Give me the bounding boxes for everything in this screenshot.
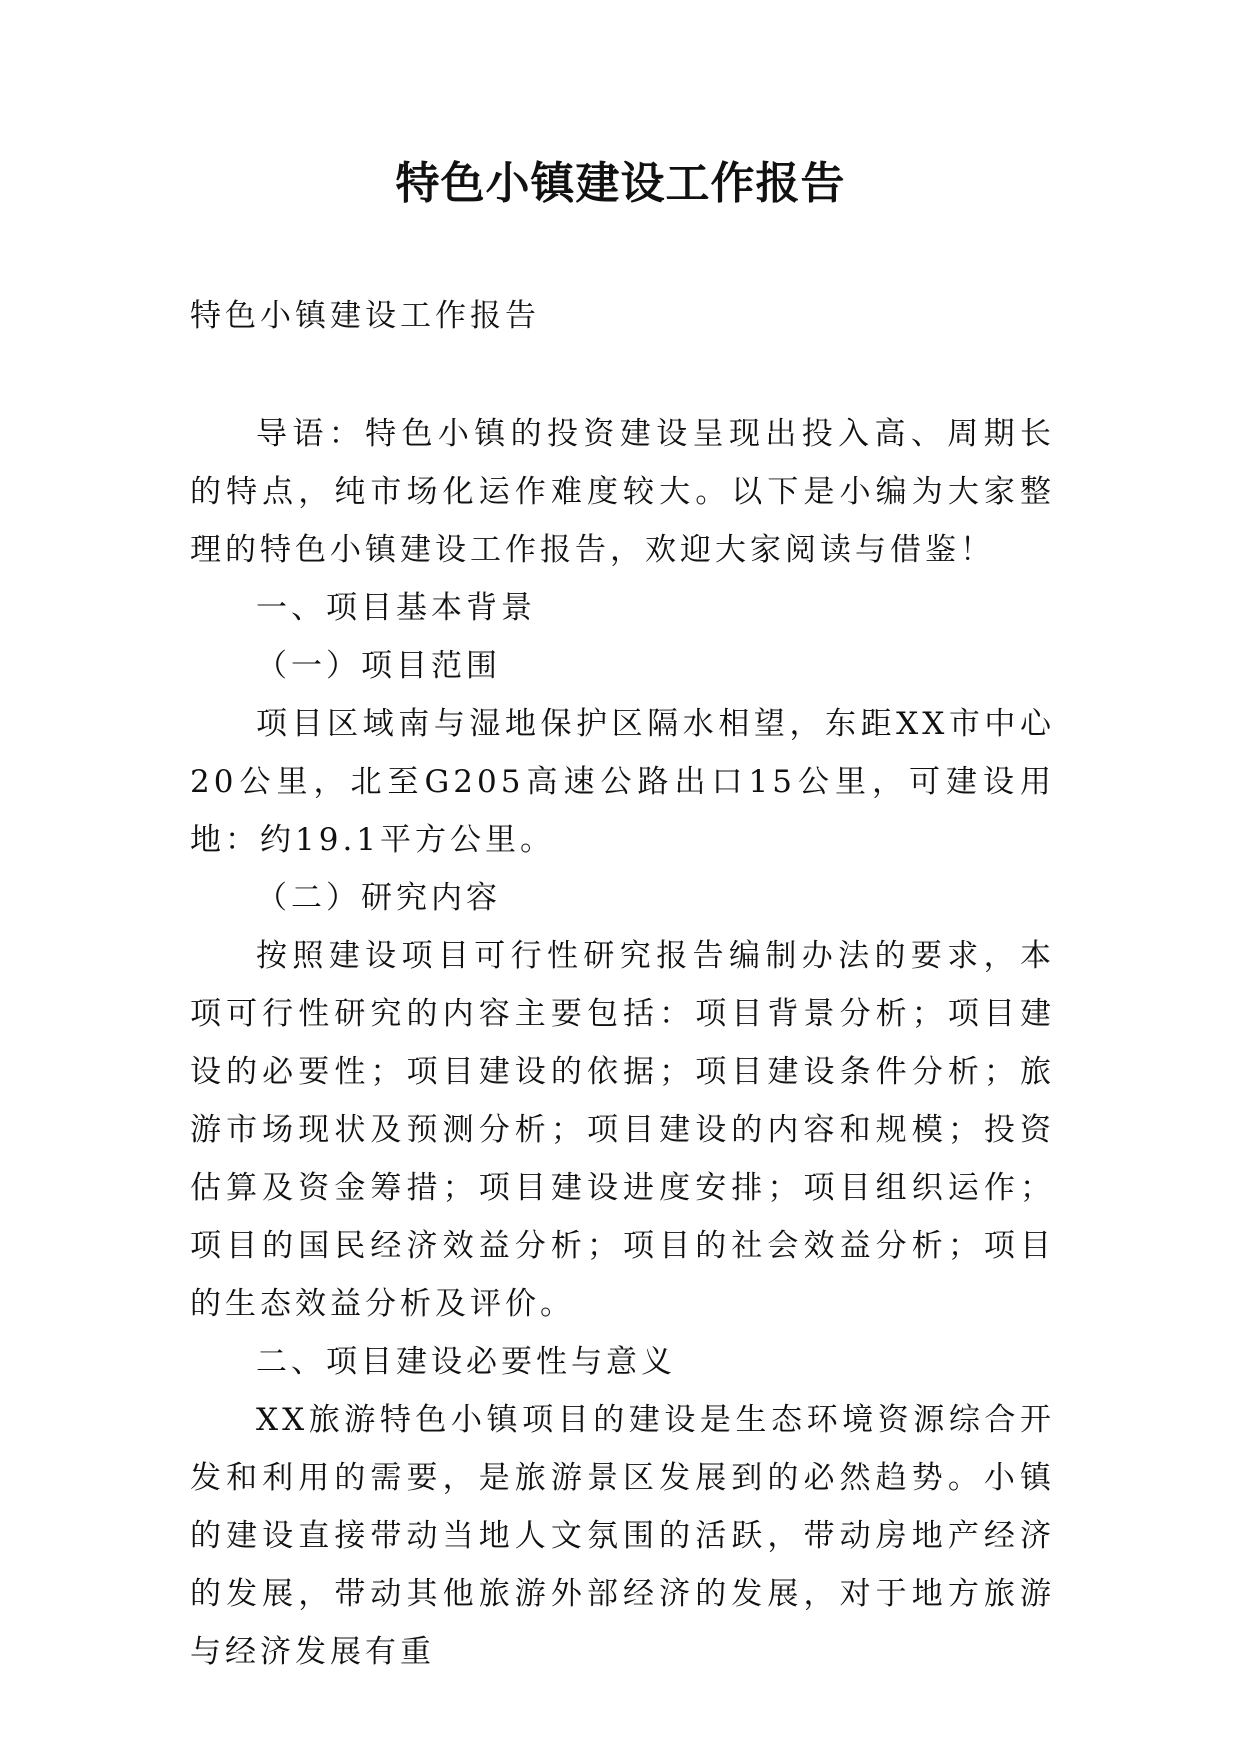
- document-title: 特色小镇建设工作报告: [395, 158, 846, 209]
- subsection-heading-2: （二）研究内容: [256, 880, 501, 916]
- section-heading-1: 一、项目基本背景: [256, 590, 536, 626]
- body-paragraph: XX旅游特色小镇项目的建设是生态环境资源综合开发和利用的需要，是旅游景区发展到的必然趋势。小镇的建设直接带动当地人文氛围的活跃，带动房地产经济的发展，带动其他旅游外部经济的发展，对于地方旅游与经济发展有重: [190, 1402, 1055, 1670]
- section-heading-2: 二、项目建设必要性与意义: [256, 1344, 676, 1380]
- document-body: [190, 405, 1055, 1681]
- body-paragraph: 项目区域南与湿地保护区隔水相望，东距XX市中心20公里，北至G205高速公路出口15公里，可建设用地：约19.1平方公里。: [190, 706, 1055, 858]
- body-paragraph: 按照建设项目可行性研究报告编制办法的要求，本项可行性研究的内容主要包括：项目背景分析；项目建设的必要性；项目建设的依据；项目建设条件分析；旅游市场现状及预测分析；项目建设的内容和规模；投资估算及资金筹措；项目建设进度安排；项目组织运作；项目的国民经济效益分析；项目的社会效益分析；项目的生态效益分析及评价。: [190, 938, 1055, 1322]
- subsection-heading-1: （一）项目范围: [256, 648, 501, 684]
- document-subtitle: 特色小镇建设工作报告: [190, 298, 540, 334]
- intro-paragraph: 导语：特色小镇的投资建设呈现出投入高、周期长的特点，纯市场化运作难度较大。以下是小编为大家整理的特色小镇建设工作报告，欢迎大家阅读与借鉴！: [190, 416, 1055, 568]
